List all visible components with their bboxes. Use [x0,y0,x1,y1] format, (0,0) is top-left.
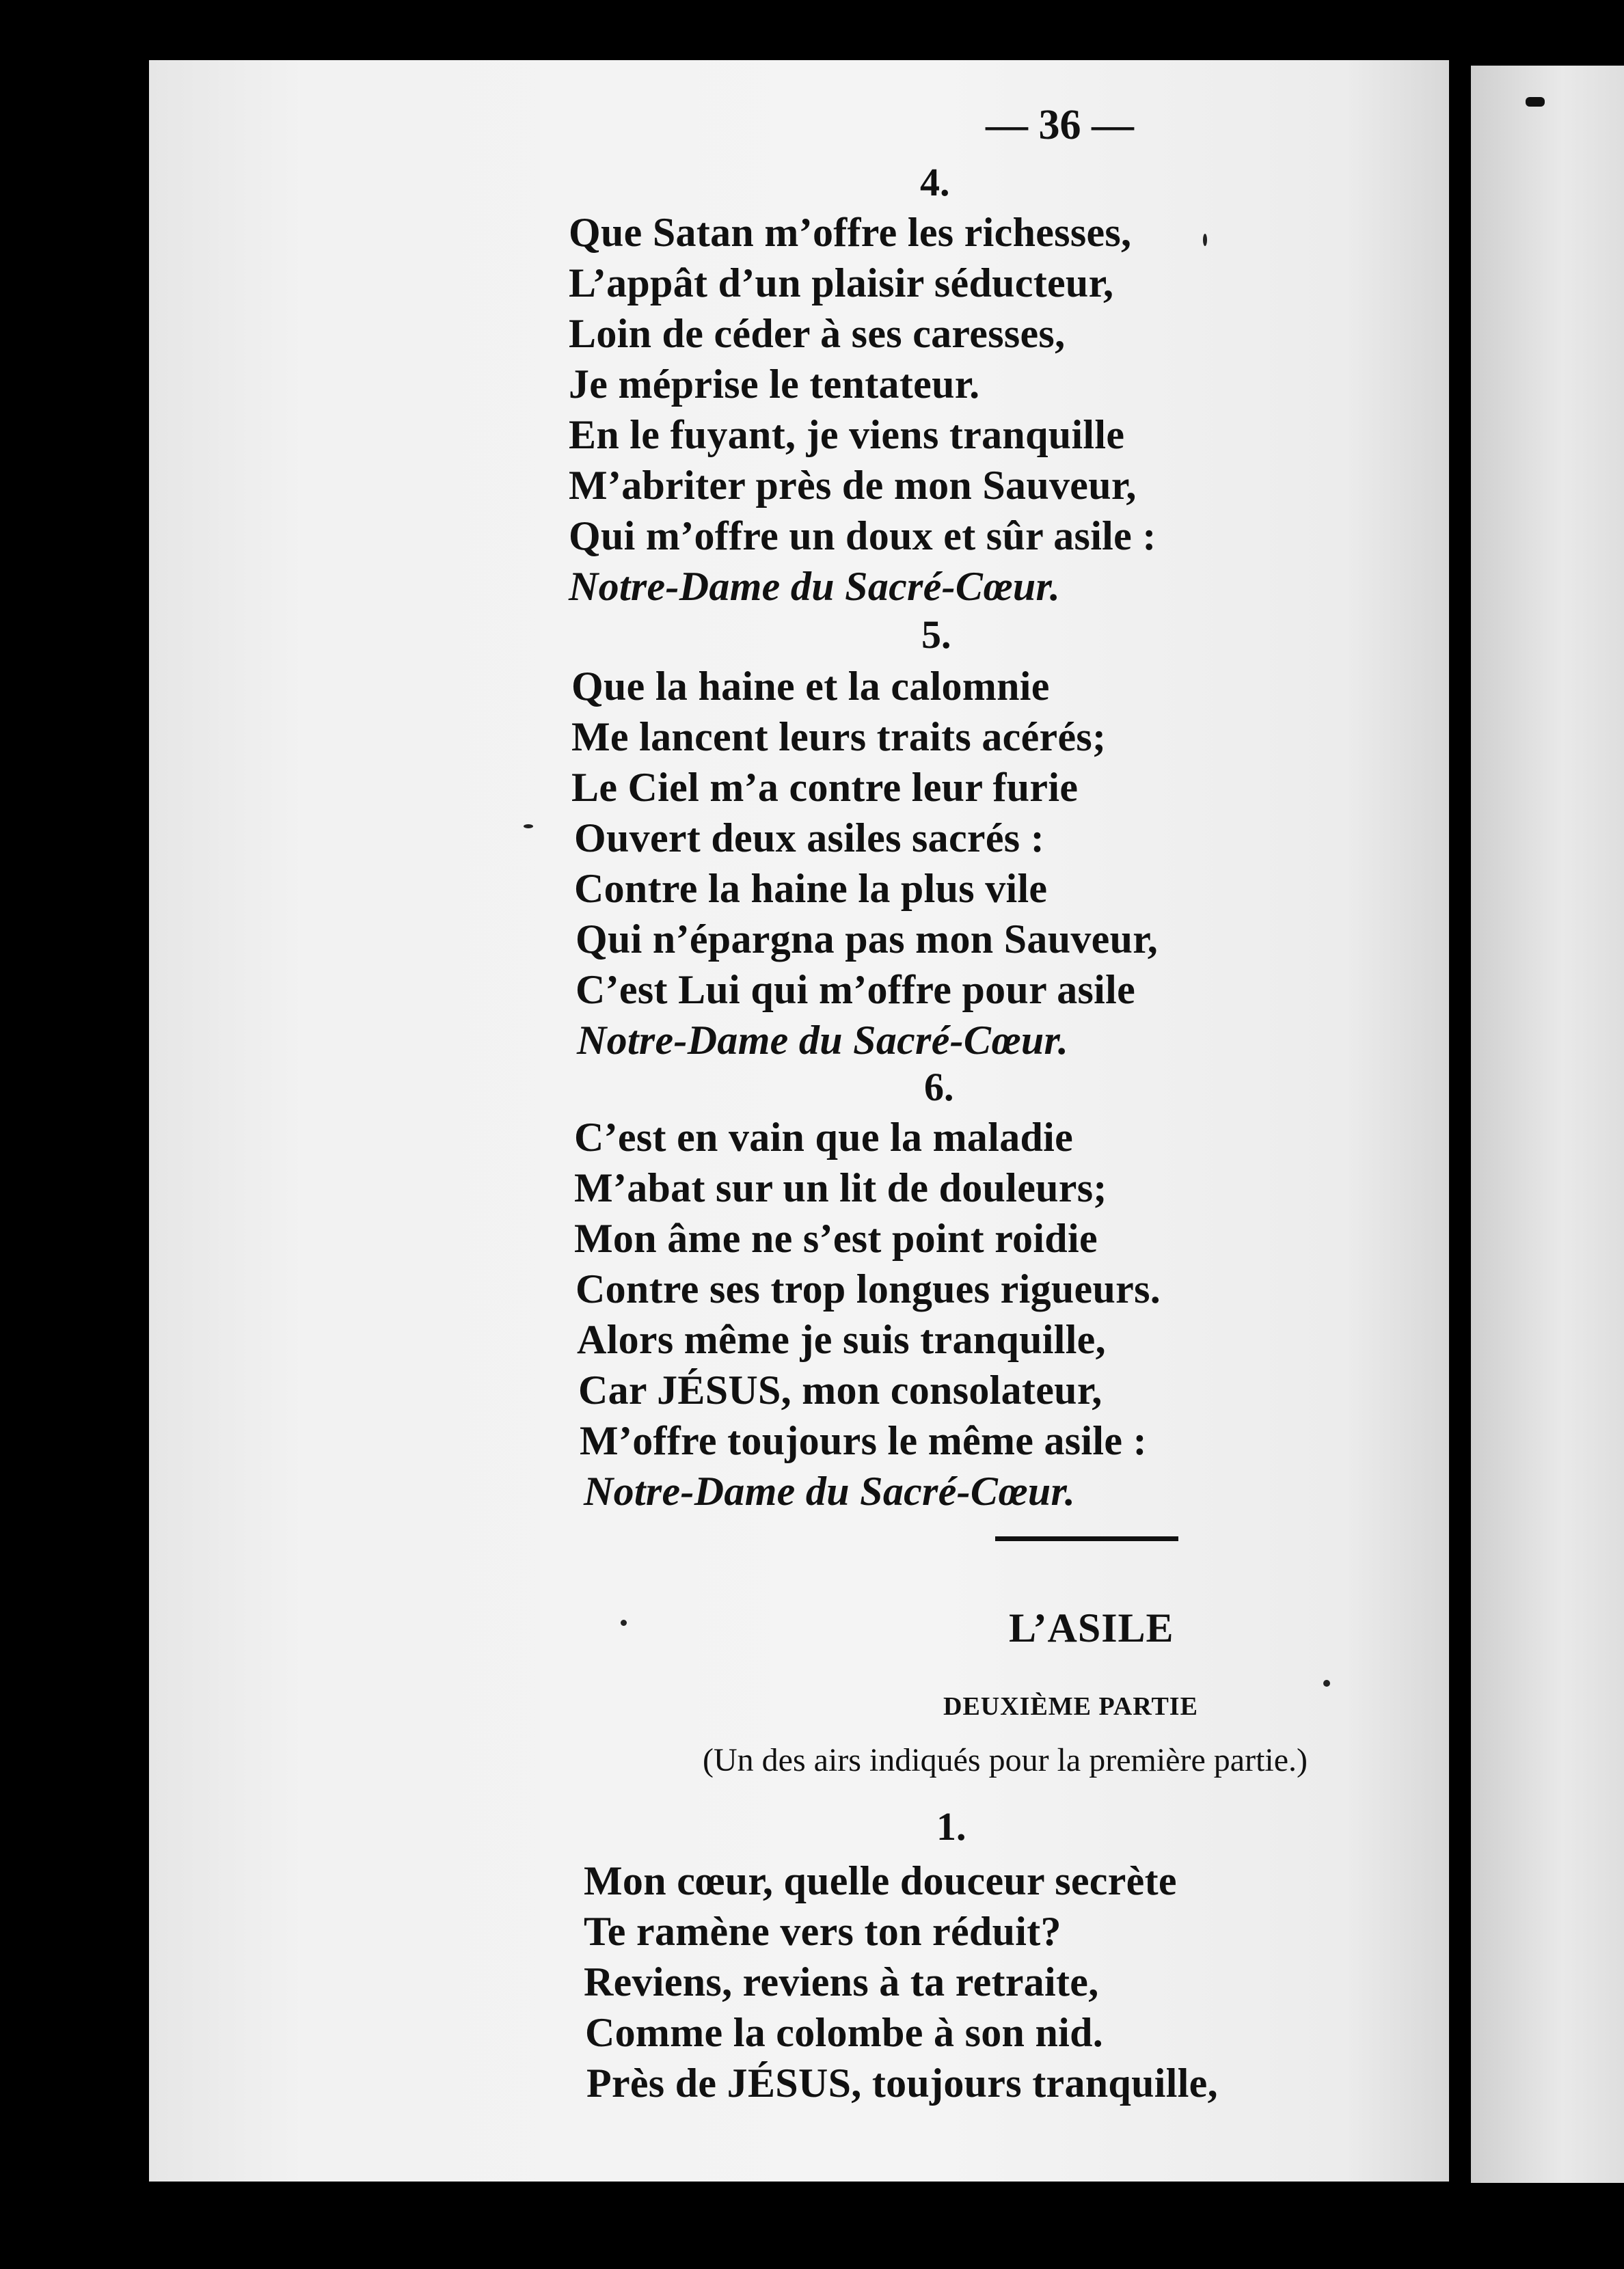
section-divider [995,1536,1178,1541]
verse-line: Contre ses trop longues rigueurs. [576,1266,1161,1312]
scan-speck [1323,1680,1330,1687]
verse-line: Te ramène vers ton réduit? [584,1909,1061,1954]
verse-line: M’abriter près de mon Sauveur, [569,463,1137,508]
verse-line: En le fuyant, je viens tranquille [569,412,1125,457]
verse-line: C’est en vain que la maladie [574,1115,1074,1160]
verse-line-refrain: Notre-Dame du Sacré-Cœur. [584,1469,1076,1514]
scan-speck [1203,234,1207,246]
scan-speck [524,824,533,828]
verse-line: Reviens, reviens à ta retraite, [584,1959,1099,2005]
verse-line: M’offre toujours le même asile : [580,1418,1147,1463]
verse-line: Loin de céder à ses caresses, [569,311,1066,356]
verse-line: Je méprise le tentateur. [569,362,980,407]
verse-line: Le Ciel m’a contre leur furie [571,765,1079,810]
verse-line: Qui m’offre un doux et sûr asile : [569,513,1156,558]
verse-line: Mon âme ne s’est point roidie [574,1216,1098,1261]
verse-line-refrain: Notre-Dame du Sacré-Cœur. [577,1018,1069,1063]
verse-line: Près de JÉSUS, toujours tranquille, [586,2061,1218,2106]
verse-line: Qui n’épargna pas mon Sauveur, [576,916,1158,962]
verse-line: Ouvert deux asiles sacrés : [574,815,1044,860]
stanza-number: 1. [936,1804,966,1849]
verse-line: L’appât d’un plaisir séducteur, [569,260,1114,305]
verse-line: Me lancent leurs traits acérés; [571,714,1107,759]
verse-line: Que la haine et la calomnie [571,664,1050,709]
section-note: (Un des airs indiqués pour la première partie.) [703,1742,1308,1778]
page-number: — 36 — [986,102,1134,148]
stanza-number: 5. [921,612,951,657]
verse-line: Alors même je suis tranquille, [577,1317,1106,1362]
book-page [149,60,1449,2182]
stanza-number: 4. [920,160,950,204]
verse-line: Contre la haine la plus vile [574,866,1048,911]
verse-line: Comme la colombe à son nid. [585,2010,1104,2055]
stanza-number: 6. [924,1065,954,1109]
scan-speck [621,1620,627,1626]
verse-line: C’est Lui qui m’offre pour asile [576,967,1136,1012]
scan-mark [1526,97,1545,107]
adjacent-page-edge [1471,66,1624,2183]
verse-line: M’abat sur un lit de douleurs; [574,1165,1107,1210]
section-subtitle: DEUXIÈME PARTIE [943,1692,1198,1721]
verse-line-refrain: Notre-Dame du Sacré-Cœur. [569,564,1061,609]
section-title: L’ASILE [1009,1605,1174,1650]
verse-line: Que Satan m’offre les richesses, [569,210,1132,255]
verse-line: Mon cœur, quelle douceur secrète [584,1858,1177,1903]
verse-line: Car JÉSUS, mon consolateur, [578,1368,1102,1413]
